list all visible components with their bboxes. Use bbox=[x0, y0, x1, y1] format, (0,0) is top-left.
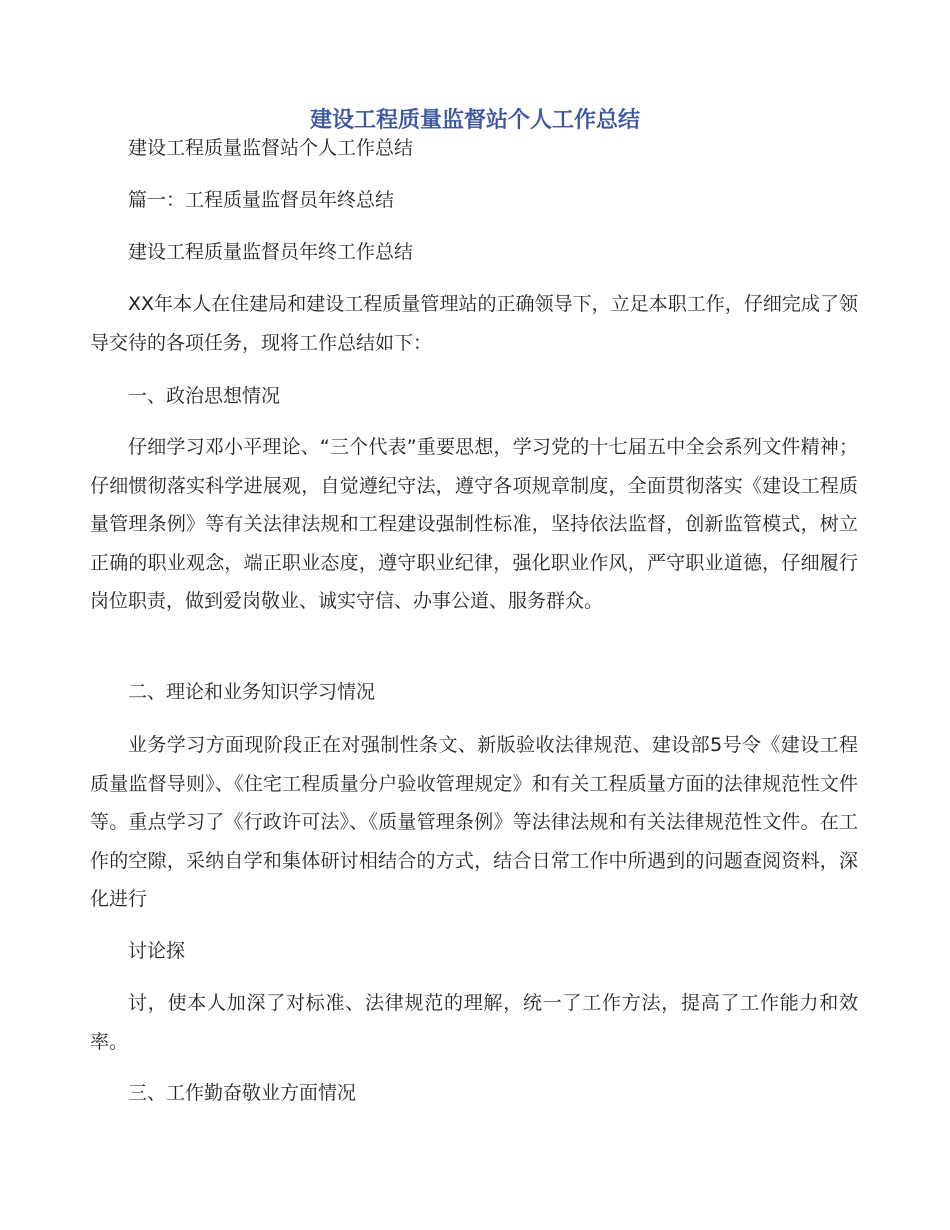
section2-paragraph: 业务学习方面现阶段正在对强制性条文、新版验收法律规范、建设部5号令《建设工程质量监督导则》、《住宅工程质量分户验收管理规定》和有关工程质量方面的法律规范性文件等。重点学习了《行政许可法》、《质量管理条例》等法律法规和有关法律规范性文件。在工作的空隙，采纳自学和集体研讨相结合的方式，结合日常工作中所遇到的问题查阅资料，深化进行 bbox=[90, 734, 858, 910]
section2-tail-paragraph: 讨，使本人加深了对标准、法律规范的理解，统一了工作方法，提高了工作能力和效率。 bbox=[90, 992, 858, 1053]
section3-heading: 三、工作勤奋敬业方面情况 bbox=[128, 1082, 357, 1104]
subtitle-line: 建设工程质量监督站个人工作总结 bbox=[128, 137, 414, 159]
intro-paragraph: XX年本人在住建局和建设工程质量管理站的正确领导下，立足本职工作，仔细完成了领导交待的各项任务，现将工作总结如下： bbox=[90, 293, 858, 354]
section1-paragraph: 仔细学习邓小平理论、“三个代表”重要思想，学习党的十七届五中全会系列文件精神；仔细惯彻落实科学进展观，自觉遵纪守法，遵守各项规章制度，全面贯彻落实《建设工程质量管理条例》等有关法律法规和工程建设强制性标准，坚持依法监督，创新监管模式，树立正确的职业观念，端正职业态度，遵守职业纪律，强化职业作风，严守职业道德，仔细履行岗位职责，做到爱岗敬业、诚实守信、办事公道、服务群众。 bbox=[90, 436, 858, 612]
fragment-line: 讨论探 bbox=[128, 940, 186, 962]
section1-heading: 一、政治思想情况 bbox=[128, 385, 281, 407]
section2-heading: 二、理论和业务知识学习情况 bbox=[128, 681, 376, 703]
document-title: 建设工程质量监督站个人工作总结 bbox=[309, 108, 640, 133]
report-title-line: 建设工程质量监督员年终工作总结 bbox=[128, 241, 414, 263]
part-one-heading: 篇一：工程质量监督员年终总结 bbox=[128, 189, 395, 211]
